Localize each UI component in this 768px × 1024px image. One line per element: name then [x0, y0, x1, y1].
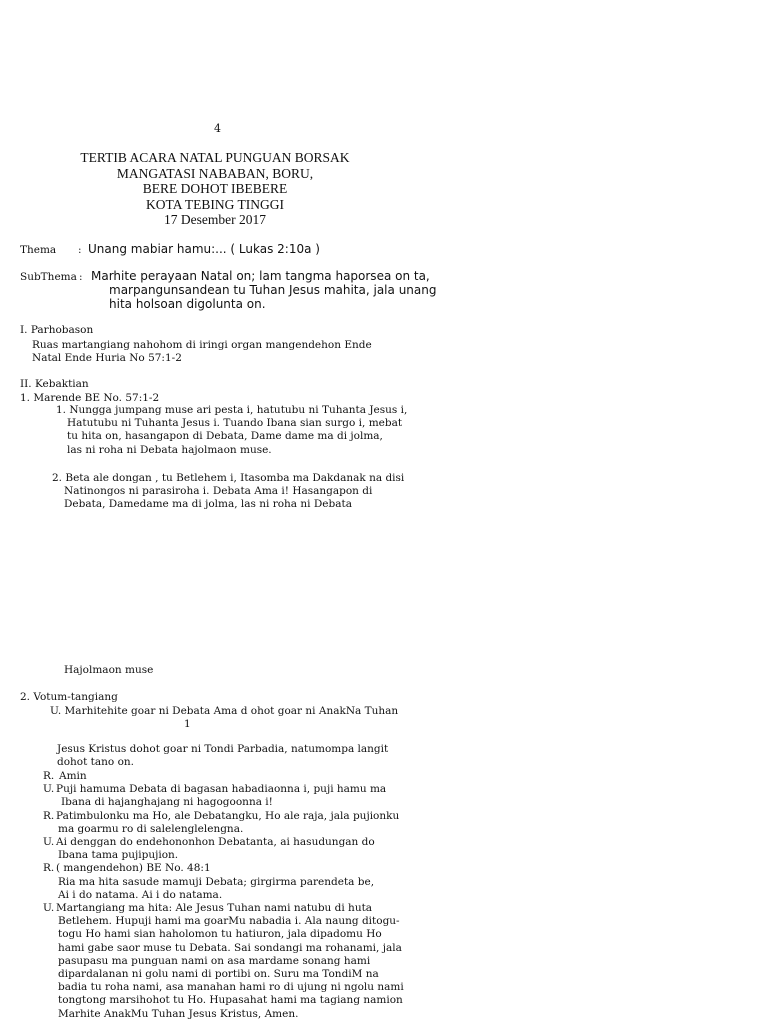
speaker-mark: U. — [43, 783, 55, 796]
section-heading: II. Kebaktian — [20, 378, 89, 390]
speaker-mark: R. — [43, 809, 55, 822]
verse-line: 2. Beta ale dongan , tu Betlehem i, Itasomba ma Dakdanak na disi — [52, 472, 405, 484]
liturgy-line: Ibana di hajanghajang ni hagogoonna i! — [61, 796, 273, 809]
liturgy-line: Ria ma hita sasude mamuji Debata; girgirma parendeta be, — [58, 875, 375, 888]
verse-1 — [56, 404, 407, 457]
liturgy-line: tongtong marsihohot tu Ho. Hupasahat hami ma tagiang namion — [58, 994, 403, 1007]
title-line: 17 Desember 2017 — [164, 212, 266, 227]
liturgy-line: Jesus Kristus dohot goar ni Tondi Parbadia, natumompa langit — [57, 743, 389, 755]
liturgy-entry — [43, 862, 404, 902]
liturgy-line: Ai denggan do endehononhon Debatanta, ai hasudungan do — [56, 836, 375, 849]
verse-line: Hatutubu ni Tuhanta Jesus i. Tuando Ibana sian surgo i, mebat — [67, 417, 403, 430]
subthema-label: SubThema — [20, 271, 77, 283]
speaker-mark: R. — [43, 770, 55, 782]
section-heading: I. Parhobason — [20, 324, 94, 336]
thema-colon: : — [78, 244, 82, 256]
liturgy-line: Betlehem. Hupuji hami ma goarMu nabadia i. Ala naung ditogu- — [58, 915, 400, 928]
liturgy-line: ( mangendehon) BE No. 48:1 — [56, 862, 211, 875]
subthema-colon: : — [79, 271, 83, 283]
liturgy-line: togu Ho hami sian haholomon tu hatiuron, jala dipadomu Ho — [58, 928, 382, 941]
speaker-mark: U. — [43, 836, 55, 849]
liturgy-entry — [43, 783, 404, 809]
liturgy-line: badia tu roha nami, asa manahan hami ro di ujung ni ngolu nami — [58, 981, 404, 994]
title-line: MANGATASI NABABAN, BORU, — [116, 165, 314, 181]
liturgy-line: ma goarmu ro di salelenglelengna. — [58, 822, 244, 835]
liturgy-cont — [57, 743, 388, 769]
liturgy-line: dipardalanan ni golu nami di portibi on. Suru ma TondiM na — [58, 968, 379, 981]
liturgy-line: Martangiang ma hita: Ale Jesus Tuhan nami natubu di huta — [56, 902, 373, 915]
liturgy-line: hami gabe saor muse tu Debata. Sai sondangi ma rohanami, jala — [58, 941, 402, 954]
liturgy-line: Ibana tama pujipujion. — [58, 849, 179, 862]
body-line: Ruas martangiang nahohom di iringi organ mangendehon Ende — [32, 339, 372, 351]
list-item: 2. Votum-tangiang — [20, 691, 118, 703]
votum-line: U. Marhitehite goar ni Debata Ama d ohot goar ni AnakNa Tuhan — [50, 705, 399, 717]
title-block — [30, 150, 400, 228]
verse-continuation: Hajolmaon muse — [64, 664, 154, 676]
verse-line: Debata, Damedame ma di jolma, las ni roha ni Debata — [64, 498, 352, 511]
liturgy-entry — [43, 810, 404, 836]
thema-label: Thema — [20, 244, 57, 256]
liturgy-entry — [43, 836, 404, 862]
verse-line: 1. Nungga jumpang muse ari pesta i, hatutubu ni Tuhanta Jesus i, — [56, 404, 408, 416]
list-item: 1. Marende BE No. 57:1-2 — [20, 392, 160, 404]
liturgy-line: Marhite AnakMu Tuhan Jesus Kristus, Amen. — [58, 1007, 299, 1020]
subthema-line: marpangunsandean tu Tuhan Jesus mahita, jala unang — [109, 283, 437, 297]
title-line: TERTIB ACARA NATAL PUNGUAN BORSAK — [80, 150, 350, 165]
liturgy-line: dohot tano on. — [57, 756, 135, 769]
liturgy-line: Patimbulonku ma Ho, ale Debatangku, Ho ale raja, jala pujionku — [56, 809, 400, 822]
liturgy-entry — [43, 770, 404, 783]
liturgy-line: pasupasu ma punguan nami on asa mardame sonang hami — [58, 954, 371, 967]
subthema-line: Marhite perayaan Natal on; lam tangma haporsea on ta, — [91, 269, 430, 283]
verse-2 — [52, 472, 404, 512]
page-number: 4 — [214, 122, 221, 135]
title-line: BERE DOHOT IBEBERE — [142, 181, 288, 196]
speaker-mark: R. — [43, 862, 55, 875]
liturgy-line: Amin — [59, 770, 87, 782]
liturgy-line: Puji hamuma Debata di bagasan habadiaonna i, puji hamu ma — [56, 783, 387, 796]
title-line: KOTA TEBING TINGGI — [146, 196, 284, 212]
subthema-line: hita holsoan digolunta on. — [109, 297, 266, 311]
page-footer-number: 1 — [184, 718, 191, 730]
verse-line: tu hita on, hasangapon di Debata, Dame dame ma di jolma, — [67, 430, 383, 443]
thema-text: Unang mabiar hamu:... ( Lukas 2:10a ) — [88, 242, 320, 256]
speaker-mark: U. — [43, 902, 55, 915]
verse-line: las ni roha ni Debata hajolmaon muse. — [67, 443, 272, 456]
liturgy-entry — [43, 902, 404, 1021]
liturgy-line: Ai i do natama. Ai i do natama. — [58, 888, 223, 901]
liturgy-entries — [43, 770, 404, 1021]
verse-line: Natinongos ni parasiroha i. Debata Ama i! Hasangapon di — [64, 485, 373, 498]
body-line: Natal Ende Huria No 57:1-2 — [32, 352, 182, 364]
